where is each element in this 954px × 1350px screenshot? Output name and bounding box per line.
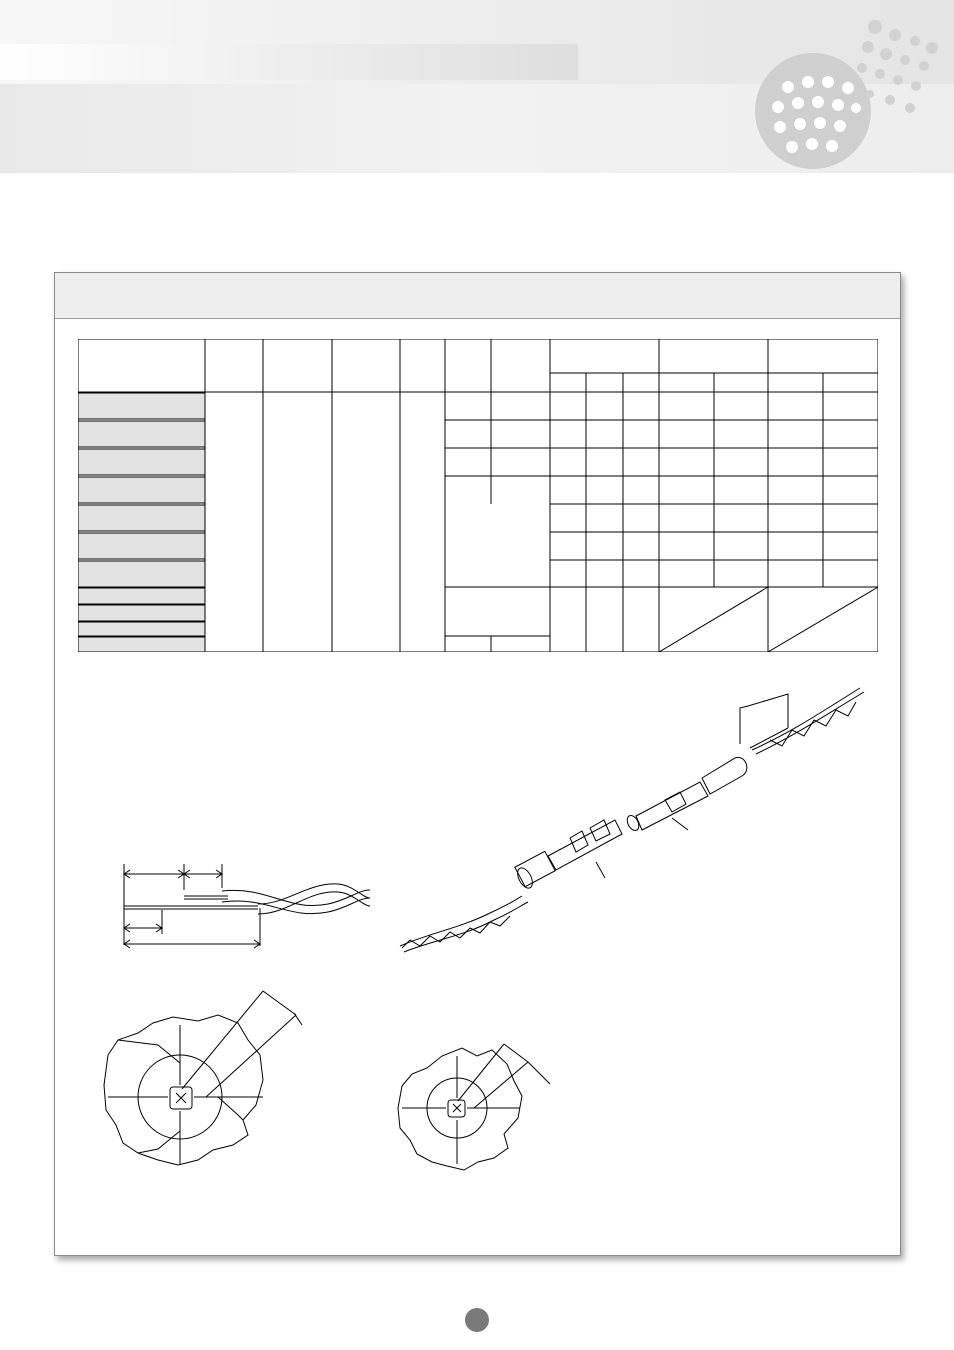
table-row-label: [78, 637, 205, 652]
header-bar-top: [0, 44, 578, 80]
table-row-label: [78, 477, 205, 503]
panel-cutout-large-icon: [98, 985, 308, 1170]
table-row-label: [78, 605, 205, 621]
table-row-label: [78, 622, 205, 636]
page-number-marker: [465, 1308, 489, 1332]
table-row-label: [78, 533, 205, 559]
table-row-label: [78, 505, 205, 531]
table-row-label: [78, 393, 205, 419]
exploded-connector-assembly-icon: [390, 678, 870, 968]
table-row-label: [78, 421, 205, 447]
stripped-twisted-pair-wire-icon: [118, 860, 378, 950]
panel-header-bar: [55, 273, 900, 319]
table-row-label: [78, 588, 205, 604]
table-row-label: [78, 449, 205, 475]
specification-table: [78, 339, 878, 652]
panel-cutout-small-icon: [392, 1036, 562, 1176]
table-row-label: [78, 561, 205, 587]
dotted-circle-logo-icon: [740, 10, 950, 170]
